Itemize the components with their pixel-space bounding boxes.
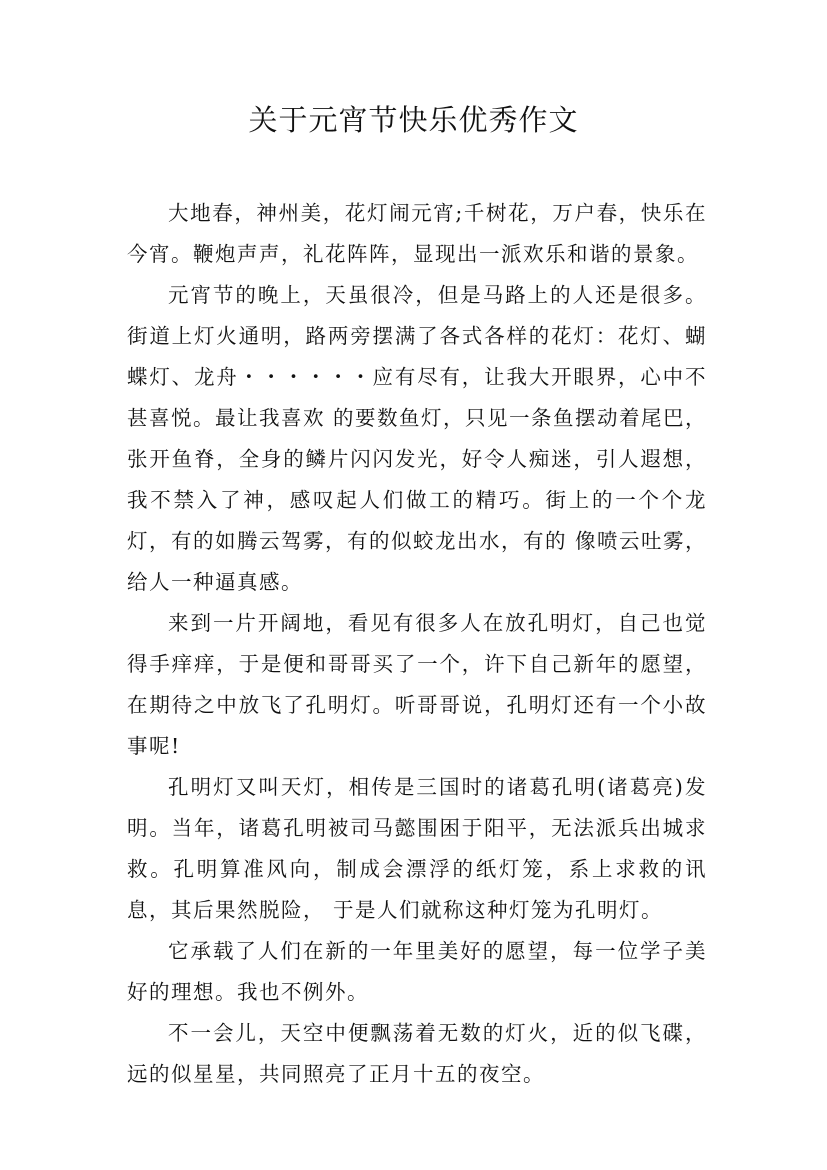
paragraph-2: 元宵节的晚上，天虽很冷，但是马路上的人还是很多。街道上灯火通明，路两旁摆满了各式各样的花灯：花灯、蝴蝶灯、龙舟・・・・・・应有尽有，让我大开眼界，心中不甚喜悦。最让我喜欢 的要数鱼灯，只见一条鱼摆动着尾巴，张开鱼脊，全身的鳞片闪闪发光，好令人痴迷，引人遐想，我不禁入了神，感叹起人们做工的精巧。街上的一个个龙灯，有的如腾云驾雾，有的似蛟龙出水，有的 像喷云吐雾，给人一种逼真感。	[127, 283, 708, 594]
paragraph-1: 大地春，神州美，花灯闹元宵;千树花，万户春，快乐在今宵。鞭炮声声，礼花阵阵，显现出一派欢乐和谐的景象。	[127, 201, 707, 266]
paragraph-3: 来到一片开阔地，看见有很多人在放孔明灯，自己也觉得手痒痒，于是便和哥哥买了一个，许下自己新年的愿望，在期待之中放飞了孔明灯。听哥哥说，孔明灯还有一个小故事呢!	[127, 611, 707, 758]
paragraph-4: 孔明灯又叫天灯，相传是三国时的诸葛孔明(诸葛亮)发明。当年，诸葛孔明被司马懿围困于阳平，无法派兵出城求救。孔明算准风向，制成会漂浮的纸灯笼，系上求救的讯息，其后果然脱险， 于是人们就称这种灯笼为孔明灯。	[127, 775, 707, 922]
document-body	[127, 193, 707, 1095]
document-title: 关于元宵节快乐优秀作文	[248, 103, 579, 137]
paragraph-5: 它承载了人们在新的一年里美好的愿望，每一位学子美好的理想。我也不例外。	[127, 939, 707, 1004]
paragraph-6: 不一会儿，天空中便飘荡着无数的灯火，近的似飞碟，远的似星星，共同照亮了正月十五的夜空。	[127, 1021, 707, 1086]
